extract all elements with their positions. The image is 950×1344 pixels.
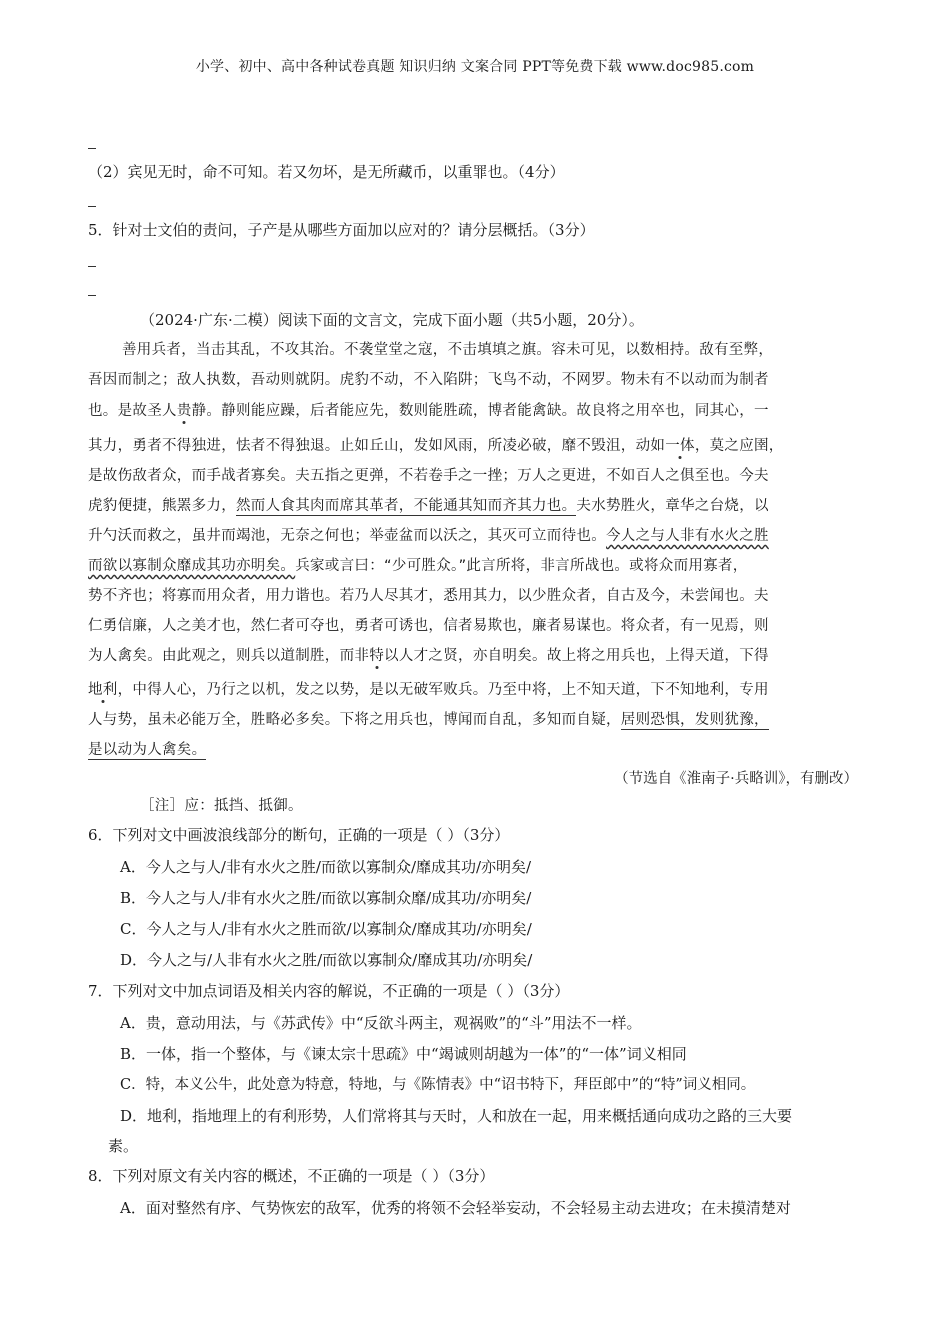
question-7-option-b: B．一体，指一个整体，与《谏太宗十思疏》中“竭诚则胡越为一体”的“一体”词义相同 bbox=[120, 1045, 687, 1063]
passage-segment: 以人才之贤，亦自明矣。故上将之用兵也，上得天道，下得 bbox=[384, 648, 769, 664]
question-7-option-d: D．地利，指地理上的有利形势，人们常将其与天时，人和放在一起，用来概括通向成功之路的三大要 bbox=[120, 1107, 793, 1125]
question-5: 5．针对士文伯的责问，子产是从哪些方面加以应对的？请分层概括。（3分） bbox=[88, 221, 595, 239]
passage-line bbox=[88, 680, 769, 700]
dotted-word-dili: 地利 bbox=[88, 682, 118, 698]
passage-line bbox=[88, 710, 769, 730]
blank-answer-line bbox=[88, 266, 96, 267]
passage-line bbox=[88, 436, 784, 456]
passage-line: 势不齐也；将寡而用众者，用力谐也。若乃人尽其才，悉用其力，以少胜众者，自古及今，未尝闻也。夫 bbox=[88, 588, 769, 604]
underlined-sentence: 然而人食其肉而席其革者，不能通其知而齐其力也。 bbox=[236, 498, 577, 514]
passage-line bbox=[88, 496, 769, 516]
passage-line bbox=[88, 556, 748, 576]
question-6-option-b: B．今人之与人/非有水火之胜/而欲以寡制众靡/成其功/亦明矣/ bbox=[120, 889, 532, 907]
question-7-stem: 7．下列对文中加点词语及相关内容的解说，不正确的一项是（ ）（3分） bbox=[88, 982, 570, 1000]
passage-line: 是故伤敌者众，而手战者寡矣。夫五指之更弹，不若卷手之一挫；万人之更进，不如百人之俱至也。今夫 bbox=[88, 468, 769, 484]
question-7-option-d-continued: 素。 bbox=[108, 1137, 139, 1155]
blank-answer-line bbox=[88, 206, 96, 207]
underlined-sentence: 居则恐惧，发则犹豫， bbox=[620, 712, 769, 728]
question-6-option-c: C．今人之与人/非有水火之胜而欲/以寡制众/靡成其功/亦明矣/ bbox=[120, 920, 532, 938]
dotted-word-yiti: 一体 bbox=[665, 438, 695, 454]
passage-line: 仁勇信廉，人之美才也，然仁者可夺也，勇者可诱也，信者易欺也，廉者易谋也。将众者，有一见焉，则 bbox=[88, 618, 769, 634]
question-6-option-a: A．今人之与人/非有水火之胜/而欲以寡制众/靡成其功/亦明矣/ bbox=[120, 858, 532, 876]
question-6-option-d: D．今人之与/人非有水火之胜/而欲以寡制众/靡成其功/亦明矣/ bbox=[120, 951, 533, 969]
underlined-sentence: 是以动为人禽矣。 bbox=[88, 742, 207, 758]
passage-segment: ，莫之应圉， bbox=[694, 438, 784, 454]
passage-segment: 人与势，虽未必能万全，胜略必多矣。下将之用兵也，博闻而自乱，多知而自疑， bbox=[88, 712, 621, 728]
passage-segment: 也。是故圣人 bbox=[88, 403, 177, 419]
passage-line: 吾因而制之；敌人执数，吾动则就阴。虎豹不动，不入陷阱；飞鸟不动，不网罗。物未有不以动而为制者 bbox=[88, 372, 769, 388]
reading-intro: （2024·广东·二模）阅读下面的文言文，完成下面小题（共5小题，20分）。 bbox=[140, 311, 644, 329]
passage-segment: 虎豹便捷，熊罴多力， bbox=[88, 498, 236, 514]
passage-source: （节选自《淮南子·兵略训》，有删改） bbox=[614, 771, 858, 787]
passage-segment: 静。静则能应躁，后者能应先，数则能胜疏，博者能禽缺。故良将之用卒也，同其心，一 bbox=[191, 403, 769, 419]
passage-segment: 其力，勇者不得独进，怯者不得独退。止如丘山，发如风雨，所凌必破，靡不毁沮，动如 bbox=[88, 438, 666, 454]
blank-answer-line bbox=[88, 295, 96, 296]
question-4-2: （2）宾见无时，命不可知。若又勿坏，是无所藏币，以重罪也。（4分） bbox=[88, 163, 565, 181]
question-8-option-a: A．面对整然有序、气势恢宏的敌军，优秀的将领不会轻举妄动，不会轻易主动去进攻；在未摸清楚对 bbox=[120, 1199, 791, 1217]
wavy-underlined-sentence: 而欲以寡制众靡成其功亦明矣。 bbox=[88, 558, 296, 574]
blank-answer-line bbox=[88, 148, 96, 149]
passage-line bbox=[88, 740, 206, 760]
passage-segment: 兵家或言曰：“少可胜众。”此言所将，非言所战也。或将众而用寡者， bbox=[295, 558, 748, 574]
wavy-underlined-sentence: 今人之与人非有水火之胜 bbox=[606, 528, 769, 544]
question-6-stem: 6．下列对文中画波浪线部分的断句，正确的一项是（ ）（3分） bbox=[88, 826, 510, 844]
passage-line bbox=[88, 401, 769, 421]
passage-segment: 为人禽矣。由此观之，则兵以道制胜，而非 bbox=[88, 648, 370, 664]
dotted-word-gui: 贵 bbox=[176, 403, 192, 419]
passage-segment: ，中得人心，乃行之以机，发之以势，是以无破军败兵。乃至中将，上不知天道，下不知地利，专用 bbox=[117, 682, 769, 698]
passage-line bbox=[88, 526, 769, 546]
page-header: 小学、初中、高中各种试卷真题 知识归纳 文案合同 PPT等免费下载 www.doc985.com bbox=[195, 59, 755, 75]
passage-segment: 夫水势胜火，章华之台烧，以 bbox=[576, 498, 769, 514]
passage-line: 善用兵者，当击其乱，不攻其治。不袭堂堂之寇，不击填填之旗。容未可见，以数相持。敌有至弊， bbox=[122, 342, 774, 358]
dotted-word-te: 特 bbox=[369, 648, 385, 664]
passage-note: ［注］应：抵挡、抵御。 bbox=[140, 798, 303, 814]
question-7-option-c: C．特，本义公牛，此处意为特意，特地，与《陈情表》中“诏书特下，拜臣郎中”的“特”词义相同。 bbox=[120, 1077, 756, 1093]
question-7-option-a: A．贵，意动用法，与《苏武传》中“反欲斗两主，观祸败”的“斗”用法不一样。 bbox=[120, 1014, 642, 1032]
passage-segment: 升勺沃而救之，虽井而竭池，无奈之何也；举壶盆而以沃之，其灭可立而待也。 bbox=[88, 528, 606, 544]
question-8-stem: 8．下列对原文有关内容的概述，不正确的一项是（ ）（3分） bbox=[88, 1167, 495, 1185]
passage-line bbox=[88, 646, 769, 666]
